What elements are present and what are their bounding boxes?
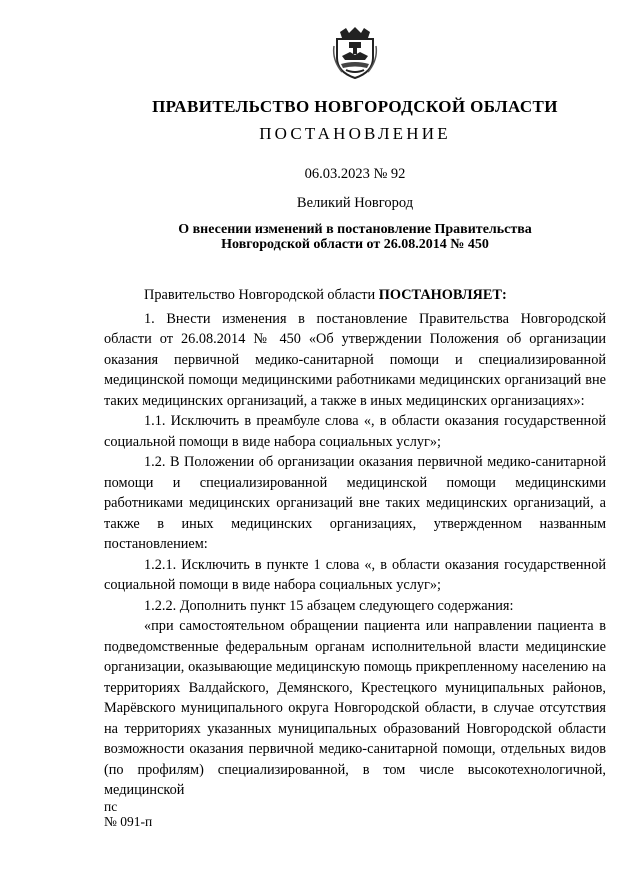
document-body xyxy=(104,285,606,801)
paragraph-1-2-2: 1.2.2. Дополнить пункт 15 абзацем следующего содержания: xyxy=(144,597,514,614)
document-subject xyxy=(0,222,640,252)
novgorod-coat-of-arms-icon xyxy=(332,26,378,80)
paragraph-1-1: 1.1. Исключить в преамбуле слова «, в области оказания государственной социальной помощи в виде набора социальных услуг»; xyxy=(104,413,606,450)
document-type: ПОСТАНОВЛЕНИЕ xyxy=(259,124,451,143)
subject-line-1: О внесении изменений в постановление Правительства xyxy=(178,222,532,237)
paragraph-1-2: 1.2. В Положении об организации оказания первичной медико-санитарной помощи и специализированной медицинской помощи медицинскими работниками медицинских организаций вне таких медицинских организаций, а также в иных медицинских организациях, утвержденном названным постановлением: xyxy=(104,454,606,552)
intro-verb: ПОСТАНОВЛЯЕТ: xyxy=(378,287,507,303)
government-title: ПРАВИТЕЛЬСТВО НОВГОРОДСКОЙ ОБЛАСТИ xyxy=(152,97,558,116)
footer-code xyxy=(104,799,152,829)
quoted-paragraph: «при самостоятельном обращении пациента или направлении пациента в подведомственные федеральным органам исполнительной власти медицинские организации, оказывающие медицинскую помощь прикрепленному населению на территориях Валдайского, Демянского, Крестецкого муниципальных районов, Марёвского муниципального округа Новгородской области, в случае отсутствия на территориях указанных муниципальных образований Новгородской области возможности оказания первичной медико-санитарной помощи, отдельных видов (по профилям) специализированной, в том числе высокотехнологичной, медицинской xyxy=(104,618,606,798)
paragraph-1: 1. Внести изменения в постановление Правительства Новгородской области от 26.08.2014 № 450 «Об утверждении Положения об организации оказания первичной медико-санитарной помощи и специализированной медицинской помощи медицинскими работниками медицинских организаций вне таких медицинских организаций, а также в иных медицинских организациях»: xyxy=(104,310,606,409)
city: Великий Новгород xyxy=(296,195,414,211)
intro-text: Правительство Новгородской области xyxy=(144,287,379,303)
intro-paragraph xyxy=(104,285,606,306)
paragraph-1-2-1: 1.2.1. Исключить в пункте 1 слова «, в области оказания государственной социальной помощи в виде набора социальных услуг»; xyxy=(104,556,606,593)
subject-line-2: Новгородской области от 26.08.2014 № 450 xyxy=(221,237,489,252)
footer-doc-code: № 091-п xyxy=(104,814,153,829)
date-number: 06.03.2023 № 92 xyxy=(304,166,406,182)
footer-initials: пс xyxy=(104,799,118,814)
